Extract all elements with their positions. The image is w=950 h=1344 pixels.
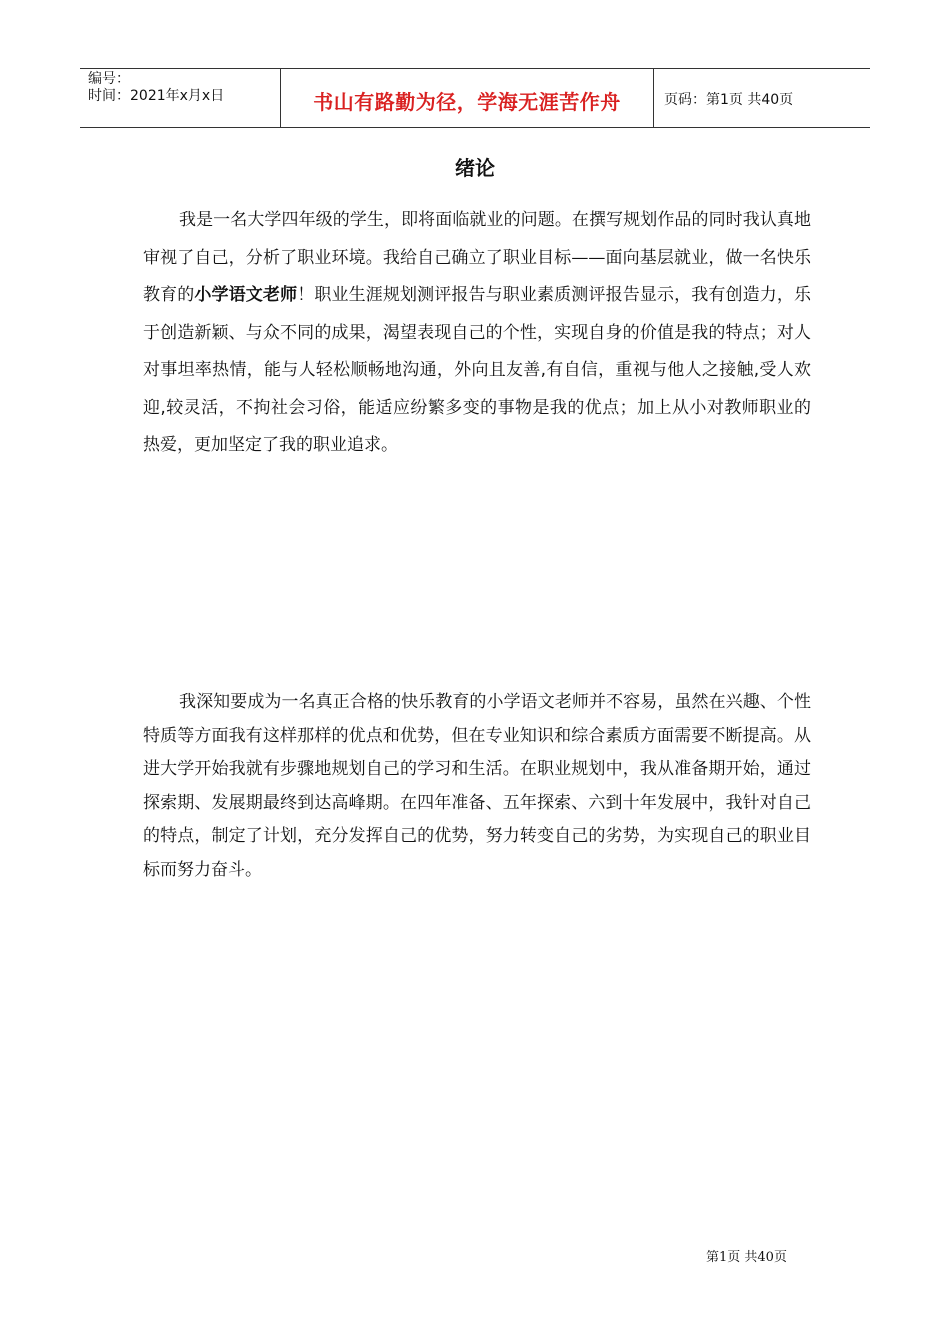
- header-page-info: 页码：第1页 共40页: [664, 92, 794, 108]
- paragraph-plan-part2: 在职业规划中，我从准备期开始，通过探索期、发展期最终到达高峰期。在四年准备、五年探索、六到十年发展中，我针对自己的特点，制定了计划，充分发挥自己的优势，努力转变自己的劣势，为实现自己的职业目标而努力奋斗。: [143, 759, 812, 880]
- header-motto: 书山有路勤为径，学海无涯苦作舟: [281, 69, 654, 127]
- header-meta: [80, 69, 281, 127]
- paragraph-intro: [143, 202, 811, 465]
- paragraph-plan-part1: 我深知要成为一名真正合格的快乐教育的小学语文老师并不容易，虽然在兴趣、个性特质等方面我有这样那样的优点和优势，但在专业知识和综合素质方面需要不断提高。从进大学开始我就有步骤地规划自己的学习和生活。: [143, 692, 811, 779]
- career-goal-highlight: 小学语文老师: [194, 285, 298, 305]
- paragraph-plan: [143, 686, 811, 887]
- paragraph-intro-part1: 我是一名大学四年级的学生，即将面临就业的问题。在撰写规划作品的同时我认真地审视了自己，分析了职业环境。我给自己确立了职业目标——面向基层就业，做一名快乐教育的: [143, 210, 811, 305]
- paragraph-intro-part2: ！职业生涯规划测评报告与职业素质测评报告显示，我: [297, 285, 709, 305]
- date-label: 时间：2021年x月x日: [88, 88, 225, 104]
- paragraph-intro-part4: 自身的价值是我的特点；对人对事坦率热情，能与人轻松顺畅地沟通，外向且友善,有自信，重视与他人之接触,受人欢迎,较灵活，不拘社会习俗，能适应纷繁多变的事物是我的优点；加上从小对教师职业的热爱，更加坚定了我的职业追求。: [143, 322, 812, 455]
- paragraph-intro-part3: 有创造力，乐于创造新颖、与众不同的成果，渴望表现自己的个性，实现: [143, 285, 812, 343]
- serial-number-label: 编号：: [88, 71, 130, 87]
- page-footer: 第1页 共40页: [706, 1250, 787, 1265]
- page-header: [80, 68, 870, 128]
- document-title: 绪论: [455, 156, 495, 180]
